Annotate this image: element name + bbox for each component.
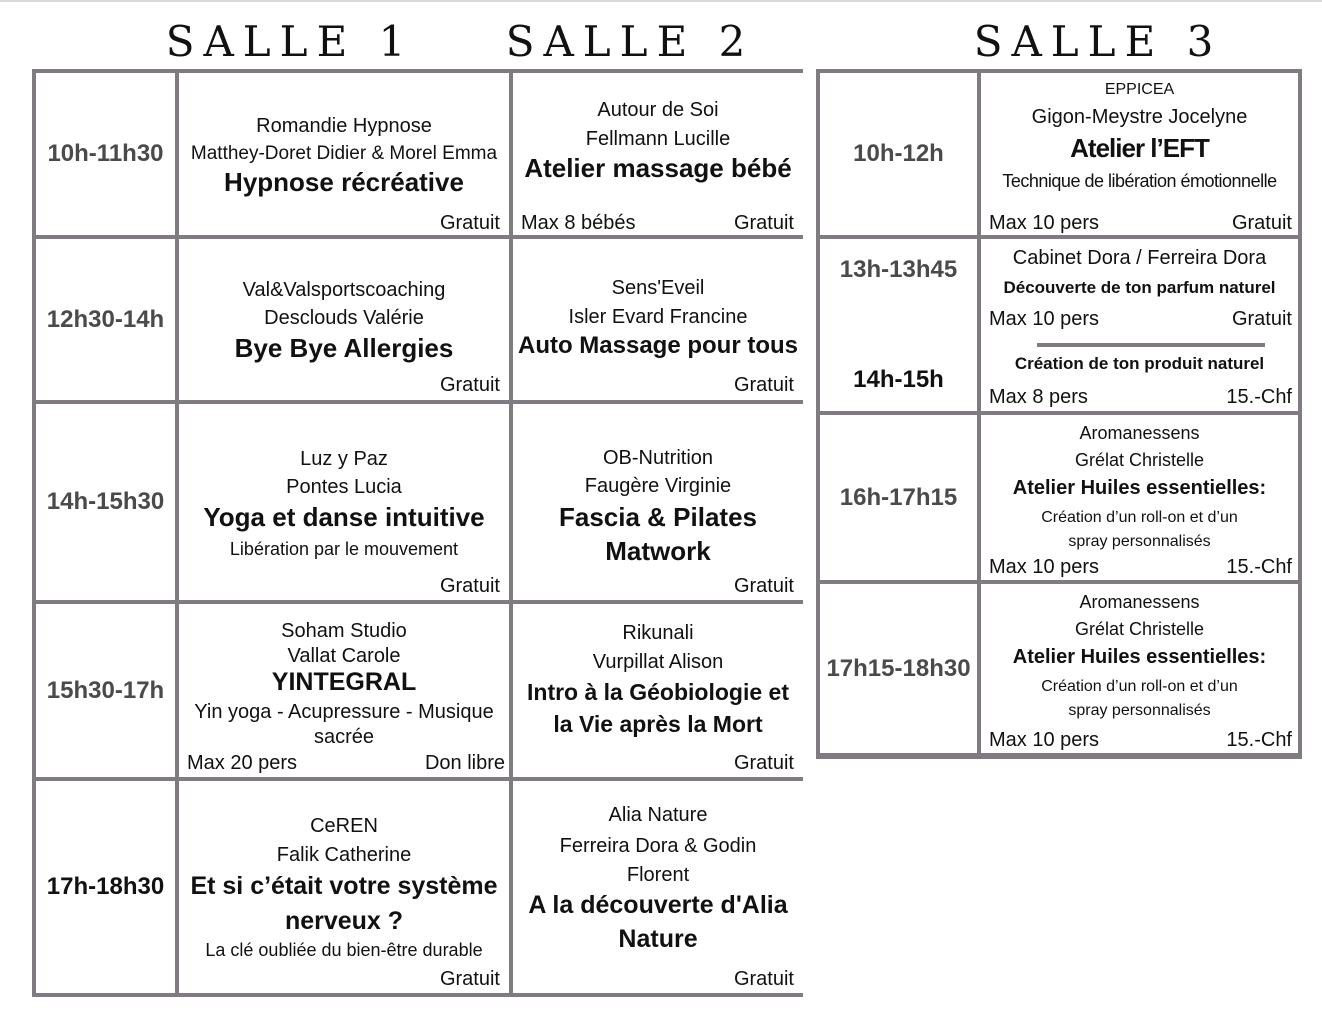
event-title: Création de ton produit naturel bbox=[1014, 354, 1265, 373]
organizer: Soham Studio bbox=[281, 620, 407, 642]
price: Don libre bbox=[424, 752, 505, 774]
event-card bbox=[981, 415, 1298, 580]
event-title: Atelier Huiles essentielles: bbox=[1012, 477, 1267, 499]
presenter: Grélat Christelle bbox=[1074, 450, 1205, 470]
event-title: Auto Massage pour tous bbox=[517, 332, 799, 359]
schedule-grid-salle-1-2 bbox=[32, 69, 803, 997]
event-card bbox=[981, 239, 1298, 411]
price: Gratuit bbox=[1231, 212, 1292, 234]
price: Gratuit bbox=[439, 575, 500, 597]
event-title: Fascia & Pilates Matwork bbox=[559, 502, 757, 566]
organizer: CeREN bbox=[310, 815, 378, 837]
event-card bbox=[179, 781, 509, 993]
price: Gratuit bbox=[733, 575, 794, 597]
time-slot: 10h-11h30 bbox=[36, 73, 175, 235]
price: Gratuit bbox=[439, 968, 500, 990]
presenter: Vurpillat Alison bbox=[592, 651, 724, 673]
event-subtitle: Technique de libération émotionnelle bbox=[1002, 171, 1277, 191]
capacity: Max 10 pers bbox=[989, 556, 1100, 578]
event-card bbox=[179, 239, 509, 400]
price: 15.-Chf bbox=[1226, 729, 1292, 751]
event-card bbox=[513, 781, 803, 993]
event-card bbox=[179, 604, 509, 777]
time-slot-double bbox=[820, 239, 977, 411]
price: Gratuit bbox=[439, 212, 500, 234]
event-card bbox=[179, 73, 509, 235]
time-slot: 13h-13h45 bbox=[839, 256, 958, 283]
organizer: Rikunali bbox=[622, 622, 694, 644]
time-slot: 17h15-18h30 bbox=[820, 584, 977, 753]
event-card bbox=[981, 73, 1298, 235]
presenter: Fellmann Lucille bbox=[585, 128, 731, 150]
event-title: Hypnose récréative bbox=[224, 167, 464, 197]
presenter: Pontes Lucia bbox=[286, 476, 402, 498]
presenter: Matthey-Doret Didier & Morel Emma bbox=[190, 143, 498, 164]
price: Gratuit bbox=[733, 212, 794, 234]
event-card bbox=[513, 73, 803, 235]
price: Gratuit bbox=[733, 968, 794, 990]
event-subtitle: Création d’un roll-on et d’un spray personnalisés bbox=[1041, 509, 1238, 550]
divider bbox=[1037, 343, 1265, 347]
presenter: Faugère Virginie bbox=[584, 475, 732, 497]
event-subtitle: Création d’un roll-on et d’un spray personnalisés bbox=[1041, 678, 1238, 719]
time-slot: 12h30-14h bbox=[36, 239, 175, 400]
organizer: Cabinet Dora / Ferreira Dora bbox=[1012, 247, 1267, 269]
organizer: Val&Valsportscoaching bbox=[242, 279, 446, 301]
organizer: Aromanessens bbox=[1079, 423, 1200, 443]
event-card bbox=[513, 604, 803, 777]
capacity: Max 8 bébés bbox=[521, 212, 636, 234]
time-slot: 17h-18h30 bbox=[36, 781, 175, 993]
presenter: Ferreira Dora & Godin Florent bbox=[559, 835, 757, 886]
organizer: Aromanessens bbox=[1079, 592, 1200, 612]
organizer: EPPICEA bbox=[1104, 81, 1175, 98]
event-title: YINTEGRAL bbox=[271, 668, 417, 696]
organizer: Romandie Hypnose bbox=[256, 115, 432, 137]
time-slot: 16h-17h15 bbox=[820, 415, 977, 580]
organizer: Luz y Paz bbox=[300, 448, 388, 470]
event-title: Intro à la Géobiologie et la Vie après la Mort bbox=[527, 679, 789, 737]
capacity: Max 10 pers bbox=[989, 308, 1100, 330]
room-title-salle1: SALLE 1 bbox=[165, 17, 415, 66]
presenter: Isler Evard Francine bbox=[568, 306, 748, 328]
organizer: Sens'Eveil bbox=[611, 277, 705, 299]
price: Gratuit bbox=[1231, 308, 1292, 330]
presenter: Vallat Carole bbox=[287, 645, 401, 667]
event-card bbox=[179, 404, 509, 600]
event-card bbox=[513, 239, 803, 400]
event-title: Découverte de ton parfum naturel bbox=[1003, 278, 1276, 297]
top-divider bbox=[0, 0, 1322, 2]
time-slot: 10h-12h bbox=[820, 73, 977, 235]
price: 15.-Chf bbox=[1226, 386, 1292, 408]
presenter: Desclouds Valérie bbox=[264, 307, 424, 329]
event-title: Yoga et danse intuitive bbox=[203, 502, 485, 532]
event-card bbox=[513, 404, 803, 600]
capacity: Max 10 pers bbox=[989, 212, 1100, 234]
price: Gratuit bbox=[439, 374, 500, 396]
event-title: Atelier l’EFT bbox=[1070, 133, 1209, 163]
schedule-grid-salle-3 bbox=[816, 69, 1302, 759]
event-title: Atelier Huiles essentielles: bbox=[1012, 646, 1267, 668]
capacity: Max 20 pers bbox=[187, 752, 298, 774]
organizer: Autour de Soi bbox=[597, 99, 719, 121]
event-subtitle: La clé oubliée du bien-être durable bbox=[205, 940, 483, 960]
event-card bbox=[981, 584, 1298, 753]
organizer: Alia Nature bbox=[608, 804, 708, 826]
event-title: Atelier massage bébé bbox=[524, 153, 792, 183]
event-title: Et si c’était votre système nerveux ? bbox=[190, 872, 498, 935]
event-subtitle: Libération par le mouvement bbox=[229, 539, 459, 559]
time-slot: 15h30-17h bbox=[36, 604, 175, 777]
room-title-salle2: SALLE 2 bbox=[505, 17, 755, 66]
event-subtitle: Yin yoga - Acupressure - Musique sacrée bbox=[194, 701, 494, 748]
event-title: A la découverte d'Alia Nature bbox=[528, 891, 788, 953]
organizer: OB-Nutrition bbox=[602, 447, 714, 469]
room-title-salle3: SALLE 3 bbox=[973, 17, 1223, 66]
time-slot: 14h-15h bbox=[853, 366, 944, 393]
price: 15.-Chf bbox=[1226, 556, 1292, 578]
capacity: Max 8 pers bbox=[989, 386, 1088, 408]
capacity: Max 10 pers bbox=[989, 729, 1100, 751]
event-title: Bye Bye Allergies bbox=[234, 333, 454, 363]
presenter: Gigon-Meystre Jocelyne bbox=[1031, 106, 1248, 128]
presenter: Falik Catherine bbox=[276, 844, 412, 866]
presenter: Grélat Christelle bbox=[1074, 619, 1205, 639]
price: Gratuit bbox=[733, 752, 794, 774]
price: Gratuit bbox=[733, 374, 794, 396]
time-slot: 14h-15h30 bbox=[36, 404, 175, 600]
